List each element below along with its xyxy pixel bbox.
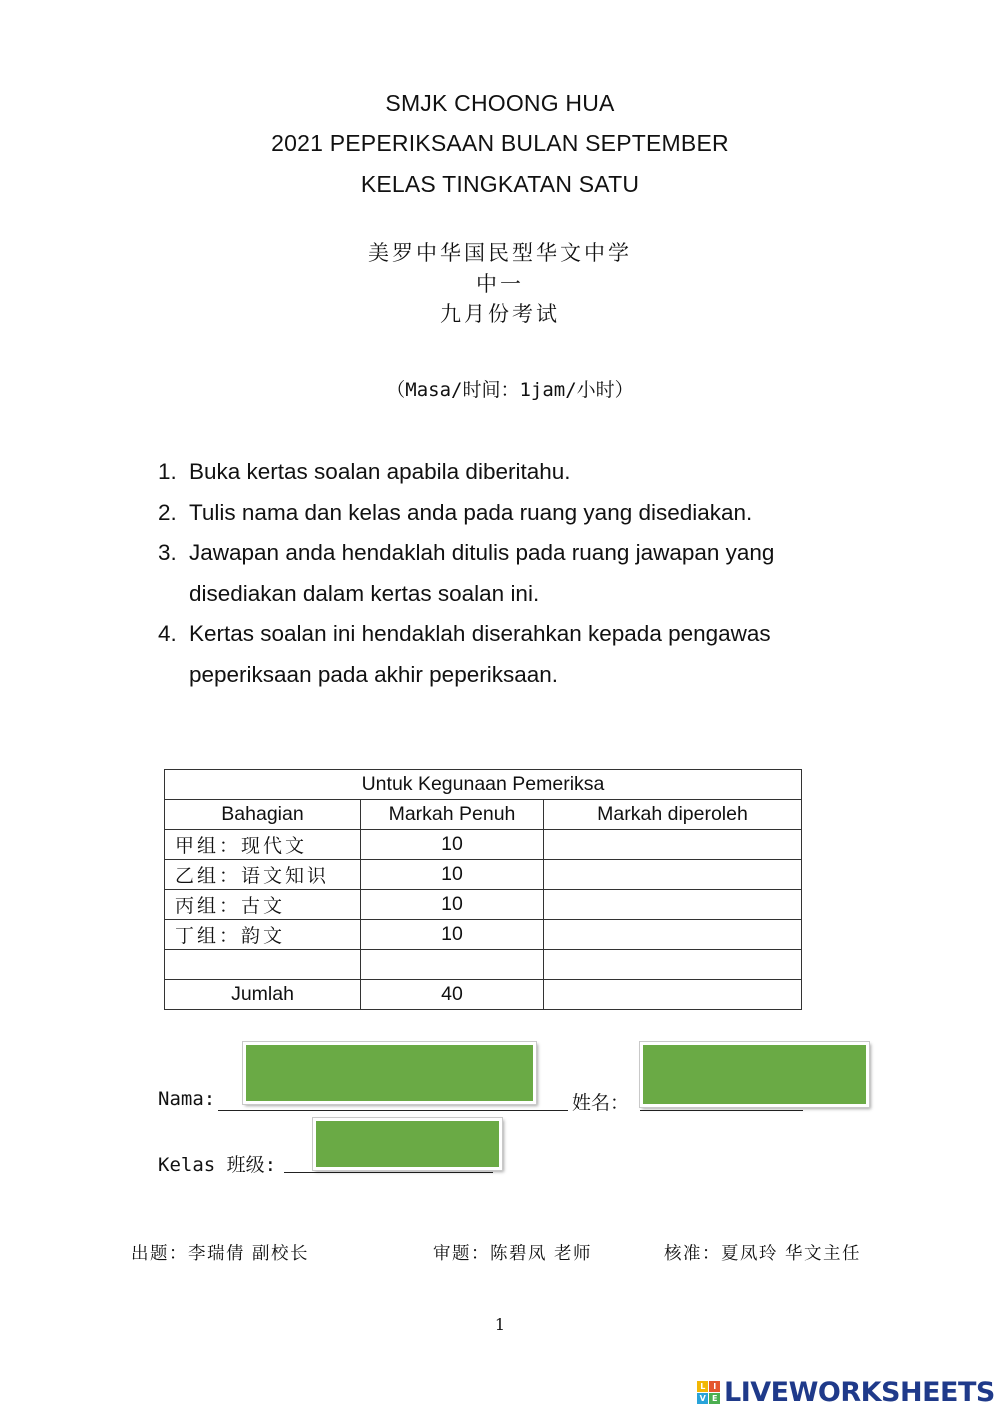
exam-title: 2021 PEPERIKSAAN BULAN SEPTEMBER xyxy=(271,130,729,156)
exam-duration: （Masa/时间：1jam/小时） xyxy=(386,379,634,401)
question-setter: 出题：李瑞倩 副校长 xyxy=(131,1244,310,1264)
table-title: Untuk Kegunaan Pemeriksa xyxy=(165,770,802,800)
section-name: 乙组：语文知识 xyxy=(165,860,361,890)
chinese-name-underline xyxy=(640,1110,803,1111)
total-marks: 40 xyxy=(361,980,544,1010)
class-level: KELAS TINGKATAN SATU xyxy=(360,171,640,197)
marks-obtained xyxy=(544,890,802,920)
class-underline xyxy=(284,1172,493,1173)
liveworksheets-mark-icon xyxy=(697,1381,720,1404)
table-row xyxy=(165,890,802,920)
marks-obtained xyxy=(544,830,802,860)
section-name: 丙组：古文 xyxy=(165,890,361,920)
name-underline xyxy=(218,1110,568,1111)
class-input[interactable] xyxy=(313,1118,502,1170)
instruction-text: Tulis nama dan kelas anda pada ruang yang disediakan. xyxy=(189,499,753,525)
examiner-marks-table xyxy=(164,769,802,1010)
instruction-text: Buka kertas soalan apabila diberitahu. xyxy=(189,459,571,484)
chinese-name-label: 姓名： xyxy=(572,1092,630,1114)
section-name xyxy=(165,950,361,980)
table-total-row xyxy=(165,980,802,1010)
name-input[interactable] xyxy=(243,1042,536,1104)
instruction-number: 1. xyxy=(158,459,177,484)
full-marks: 10 xyxy=(361,890,544,920)
total-obtained xyxy=(544,980,802,1010)
instruction-number: 3. xyxy=(158,540,177,565)
liveworksheets-logo xyxy=(697,1377,995,1408)
logo-letter: L xyxy=(697,1381,708,1392)
logo-letter: E xyxy=(709,1393,720,1404)
instruction-item xyxy=(158,493,878,534)
full-marks xyxy=(361,950,544,980)
full-marks: 10 xyxy=(361,830,544,860)
instructions-list xyxy=(158,452,878,695)
table-row xyxy=(165,920,802,950)
marks-obtained xyxy=(544,860,802,890)
question-approver: 核准：夏凤玲 华文主任 xyxy=(664,1244,862,1264)
table-title-row xyxy=(165,770,802,800)
marks-obtained xyxy=(544,920,802,950)
full-marks: 10 xyxy=(361,920,544,950)
instruction-item xyxy=(158,452,878,493)
instruction-item xyxy=(158,614,878,695)
exam-title-chinese: 九月份考试 xyxy=(440,302,560,326)
instruction-number: 2. xyxy=(158,499,177,525)
school-name: SMJK CHOONG HUA xyxy=(385,90,615,116)
name-label: Nama: xyxy=(158,1088,216,1110)
instruction-text: Jawapan anda hendaklah ditulis pada ruang jawapan yang disediakan dalam kertas soalan ini. xyxy=(189,540,775,606)
instruction-number: 4. xyxy=(158,621,177,646)
class-label: Kelas 班级: xyxy=(158,1154,277,1176)
school-name-chinese: 美罗中华国民型华文中学 xyxy=(368,241,632,265)
instruction-text: Kertas soalan ini hendaklah diserahkan kepada pengawas peperiksaan pada akhir peperiksaan. xyxy=(189,621,771,687)
header-marks-obtained: Markah diperoleh xyxy=(544,800,802,830)
section-name: 丁组：韵文 xyxy=(165,920,361,950)
table-header-row xyxy=(165,800,802,830)
header-section: Bahagian xyxy=(165,800,361,830)
liveworksheets-wordmark: LIVEWORKSHEETS xyxy=(724,1377,995,1408)
logo-letter: I xyxy=(709,1381,720,1392)
question-reviewer: 审题：陈碧凤 老师 xyxy=(433,1244,593,1264)
logo-letter: V xyxy=(697,1393,708,1404)
class-level-chinese: 中一 xyxy=(476,272,524,296)
table-row xyxy=(165,950,802,980)
section-name: 甲组：现代文 xyxy=(165,830,361,860)
chinese-name-input[interactable] xyxy=(640,1042,869,1107)
table-row xyxy=(165,860,802,890)
total-label: Jumlah xyxy=(165,980,361,1010)
header-full-marks: Markah Penuh xyxy=(361,800,544,830)
page-number: 1 xyxy=(494,1315,506,1334)
table-row xyxy=(165,830,802,860)
full-marks: 10 xyxy=(361,860,544,890)
instruction-item xyxy=(158,533,878,614)
marks-obtained xyxy=(544,950,802,980)
